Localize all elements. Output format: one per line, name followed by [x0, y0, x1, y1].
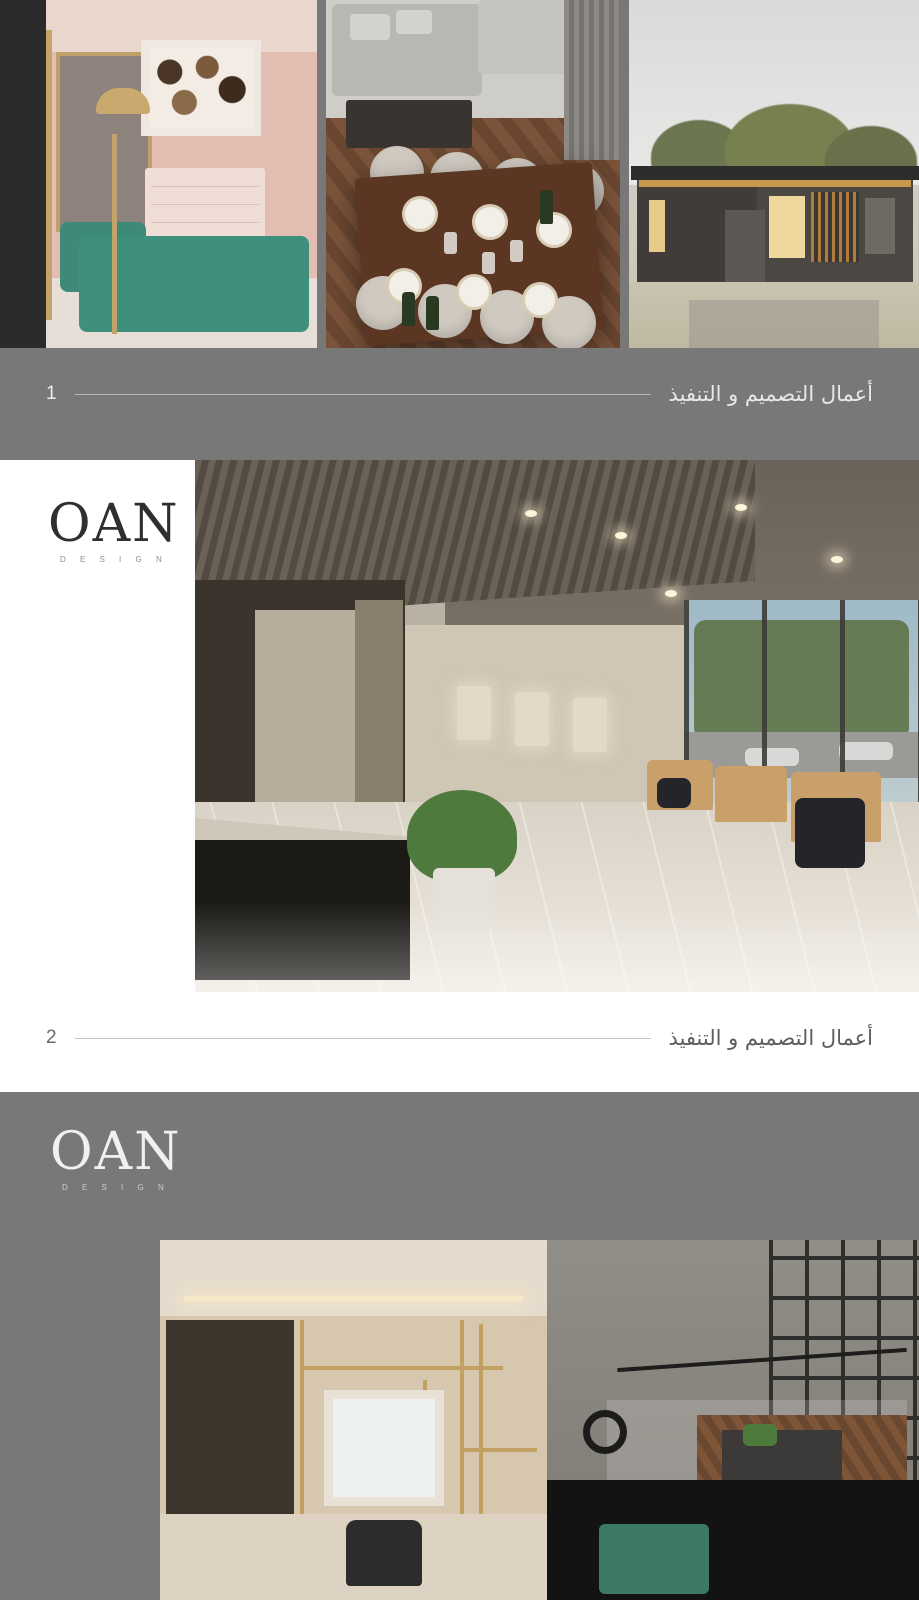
- footer-title: أعمال التصميم و التنفيذ: [668, 1026, 873, 1050]
- brand-logo: [48, 494, 180, 565]
- brand-name: OAN: [50, 1122, 182, 1182]
- footer-row: [46, 1026, 873, 1050]
- slide-2-footer: [0, 992, 919, 1092]
- slide-3: [0, 1092, 919, 1600]
- slide-2: [0, 460, 919, 1092]
- footer-title: أعمال التصميم و التنفيذ: [668, 382, 873, 406]
- gold-paneled-room-render: [160, 1240, 547, 1600]
- slide-number: 2: [46, 1027, 57, 1048]
- brand-tagline: D E S I G N: [61, 1183, 170, 1193]
- pink-lounge-interior: [0, 0, 317, 348]
- brand-name: OAN: [48, 494, 180, 554]
- brand-tagline: D E S I G N: [59, 555, 168, 565]
- slide-number: 1: [46, 383, 57, 404]
- slide-1-footer: [0, 348, 919, 460]
- footer-rule: [75, 394, 651, 395]
- slide-1-image-grid: [0, 0, 919, 348]
- slide-1: [0, 0, 919, 460]
- slide-3-image-row: [160, 1240, 919, 1600]
- brand-logo: [50, 1122, 182, 1193]
- dining-table-top-view: [326, 0, 620, 348]
- footer-row: [46, 382, 873, 406]
- double-height-living-render: [547, 1240, 919, 1600]
- exterior-house-render: [629, 0, 919, 348]
- hotel-lobby-render: [195, 460, 919, 992]
- footer-rule: [75, 1038, 651, 1039]
